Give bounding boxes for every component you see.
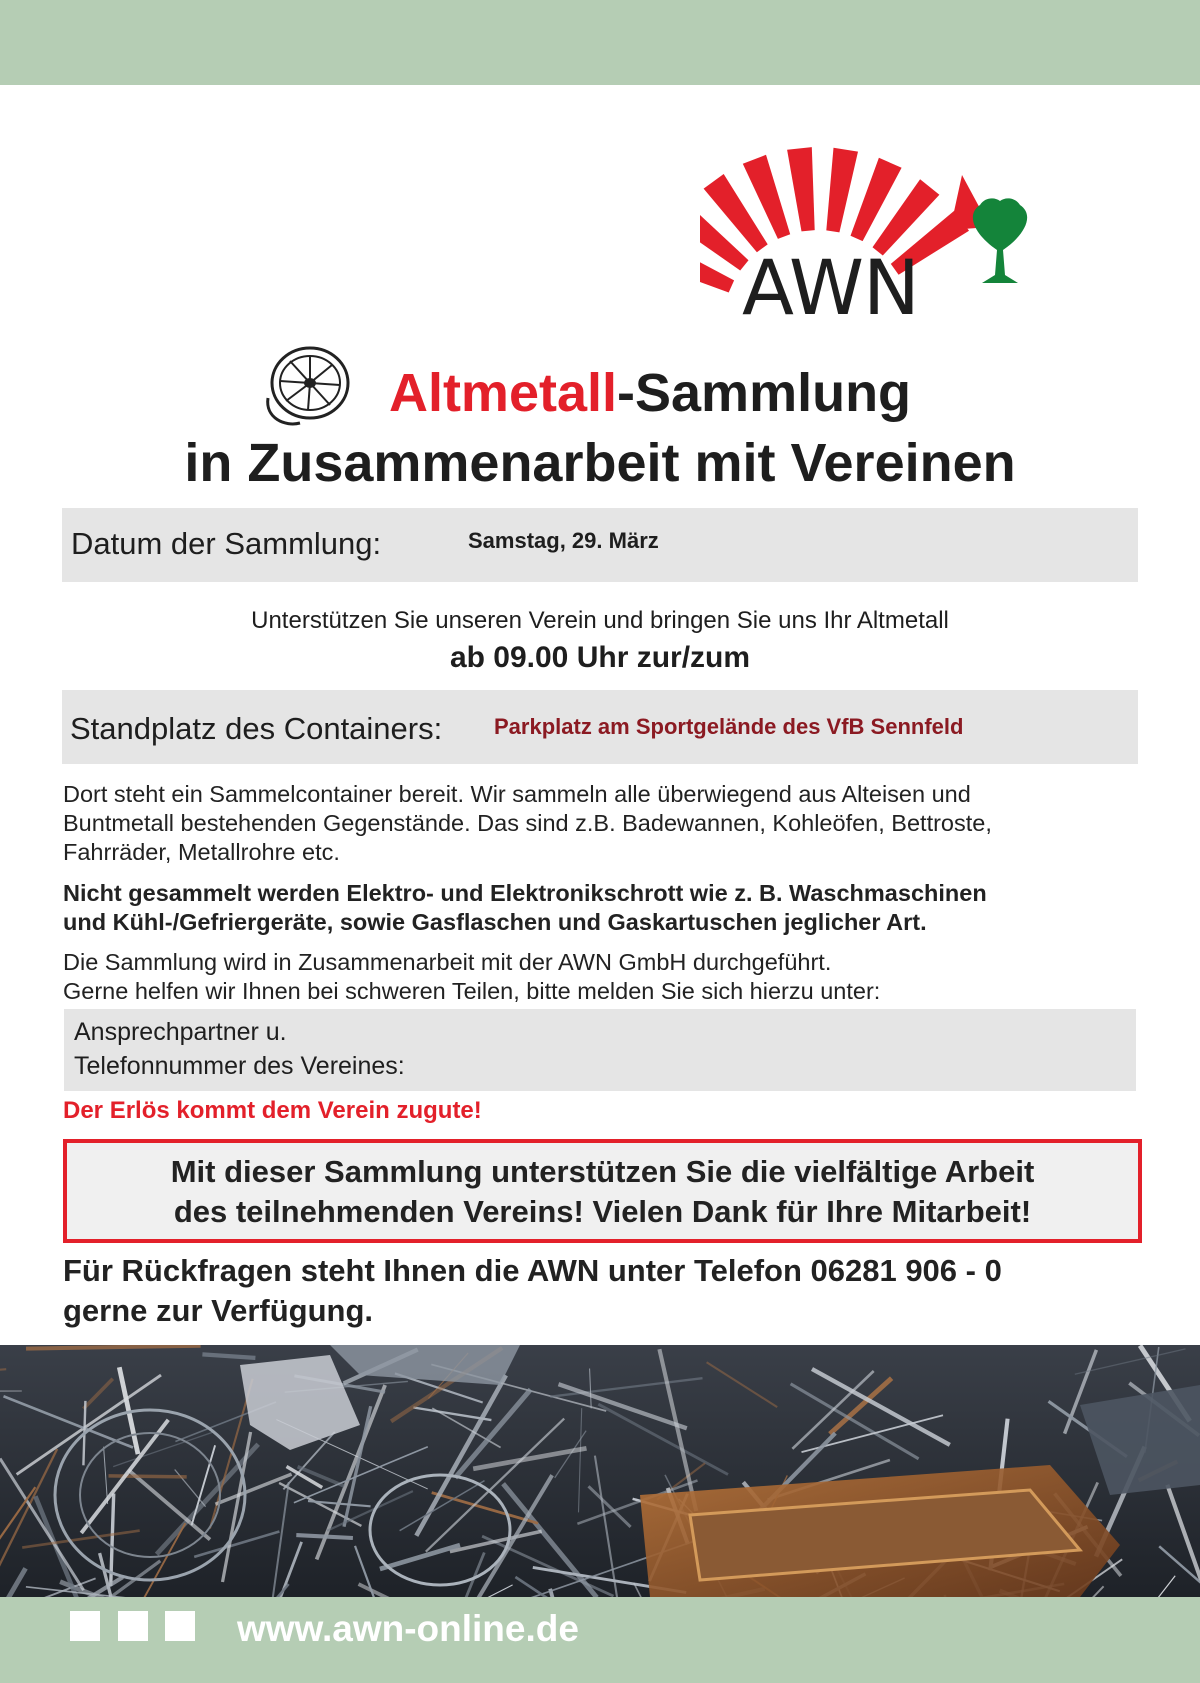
title-rest: -Sammlung <box>617 363 912 423</box>
erloes-note: Der Erlös kommt dem Verein zugute! <box>63 1097 482 1124</box>
title-highlight: Altmetall <box>388 363 618 423</box>
logo-ray <box>787 147 815 231</box>
standplatz-label: Standplatz des Containers: <box>70 711 443 746</box>
standplatz-value: Parkplatz am Sportgelände des VfB Sennfeld <box>494 714 964 739</box>
scrap-piece <box>296 1535 353 1538</box>
cooperation-paragraph: Die Sammlung wird in Zusammenarbeit mit der AWN GmbH durchgeführt. Gerne helfen wir Ihnen bei schweren Teilen, bitte melden Sie sich hierzu unter: <box>63 949 881 1004</box>
tree-icon <box>973 198 1027 283</box>
page-subtitle: in Zusammenarbeit mit Vereinen <box>184 433 1016 493</box>
logo-ray <box>826 148 858 233</box>
support-time: ab 09.00 Uhr zur/zum <box>449 641 751 674</box>
excluded-paragraph: Nicht gesammelt werden Elektro- und Elektronikschrott wie z. B. Waschmaschinen und Kühl-/Gefriergeräte, sowie Gasflaschen und Gaskartuschen jeglicher Art. <box>63 880 987 935</box>
info-paragraph: Dort steht ein Sammelcontainer bereit. Wir sammeln alle überwiegend aus Alteisen und Buntmetall bestehenden Gegenstände. Das sind z.B. Badewannen, Kohleöfen, Bettroste, Fahrräder, Metallrohre etc. <box>63 781 992 865</box>
scrap-piece <box>109 1476 187 1477</box>
datum-label: Datum der Sammlung: <box>71 526 382 561</box>
datum-value: Samstag, 29. März <box>468 528 659 553</box>
footer-square-icon <box>118 1611 148 1641</box>
support-line: Unterstützen Sie unseren Verein und bringen Sie uns Ihr Altmetall <box>251 607 949 634</box>
contact-label: Ansprechpartner u. Telefonnummer des Vereines: <box>74 1018 405 1080</box>
contact-awn: Für Rückfragen steht Ihnen die AWN unter Telefon 06281 906 - 0 gerne zur Verfügung. <box>63 1253 1002 1328</box>
top-band <box>0 0 1200 85</box>
logo-text: AWN <box>742 243 919 332</box>
page-title <box>0 362 1200 424</box>
footer-square-icon <box>165 1611 195 1641</box>
footer-square-icon <box>70 1611 100 1641</box>
thanks-box: Mit dieser Sammlung unterstützen Sie die vielfältige Arbeit des teilnehmenden Vereins! Vielen Dank für Ihre Mitarbeit! <box>63 1139 1142 1243</box>
website-link[interactable]: www.awn-online.de <box>237 1608 579 1649</box>
scrap-metal-image <box>0 1345 1200 1597</box>
